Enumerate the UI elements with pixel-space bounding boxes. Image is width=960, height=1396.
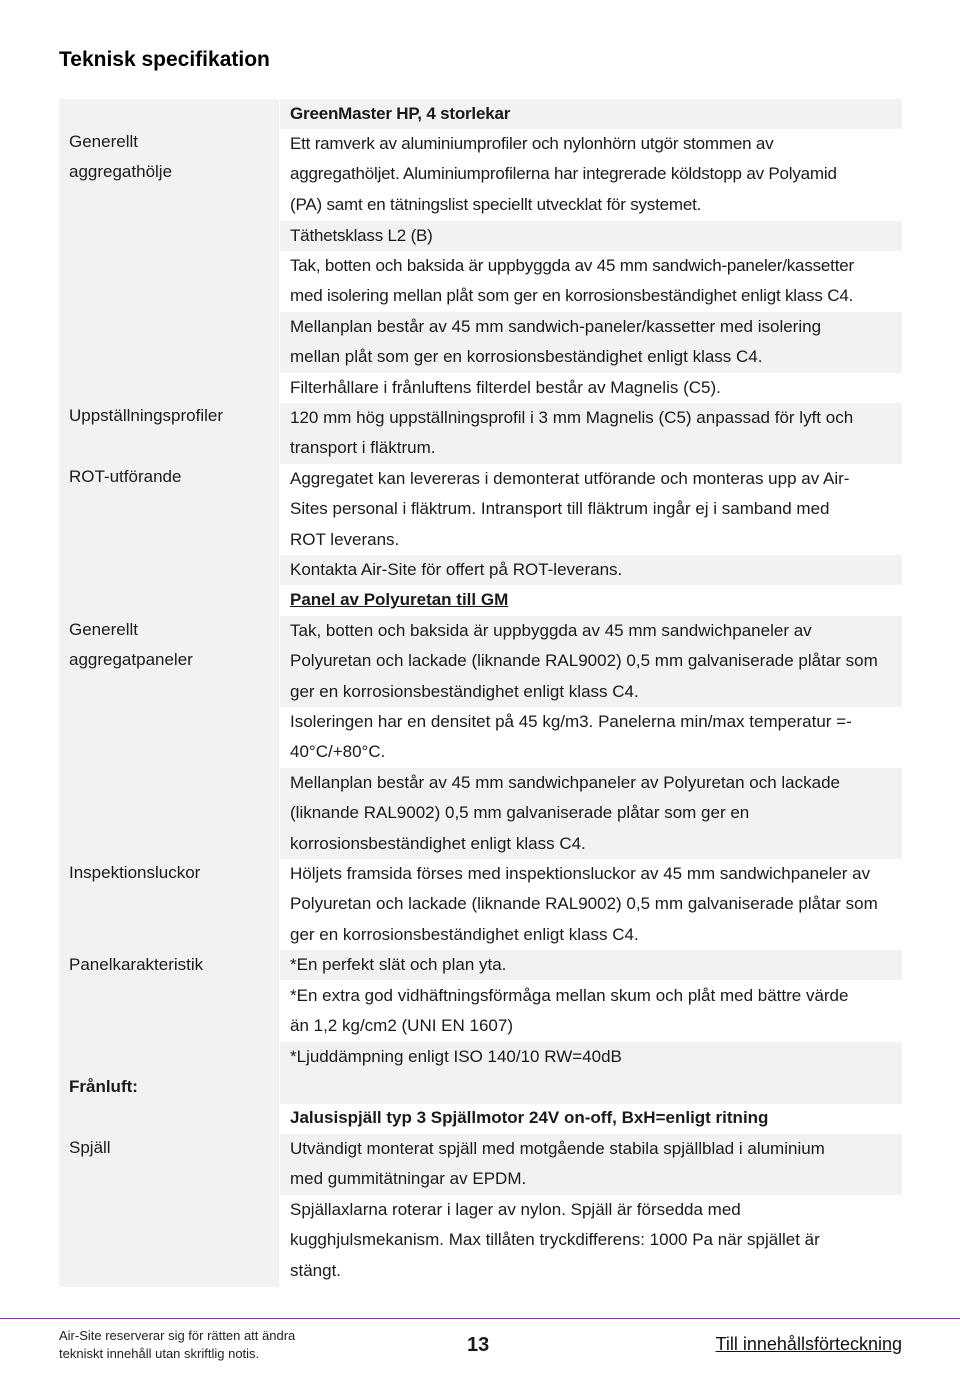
tathetsklass-text: Täthetsklass L2 (B) — [280, 221, 902, 251]
label-column — [59, 99, 279, 1287]
panel-header: Panel av Polyuretan till GM — [290, 590, 509, 609]
toc-link[interactable]: Till innehållsförteckning — [715, 1334, 902, 1354]
label-uppstallningsprofiler: Uppställningsprofiler — [69, 406, 224, 425]
jalusi-header: Jalusispjäll typ 3 Spjällmotor 24V on-off, BxH=enligt ritning — [290, 1108, 769, 1127]
utvandigt-text: Utvändigt monterat spjäll med motgående stabila spjällblad i aluminium med gummitätningar av EPDM. — [280, 1134, 902, 1195]
greenmaster-header: GreenMaster HP, 4 storlekar — [280, 99, 902, 129]
page-title: Teknisk specifikation — [59, 48, 270, 71]
inspektion-text: Höljets framsida förses med inspektionsluckor av 45 mm sandwichpaneler av Polyuretan och lackade (liknande RAL9002) 0,5 mm galvaniserade plåtar som ger en korrosionsbeständighet enligt klass C4. — [290, 864, 878, 944]
isoleringen-text: Isoleringen har en densitet på 45 kg/m3. Panelerna min/max temperatur =- 40°C/+80°C. — [290, 712, 852, 762]
uppstallning-text: 120 mm hög uppställningsprofil i 3 mm Magnelis (C5) anpassad för lyft och transport i fläktrum. — [280, 403, 902, 464]
label-spjall: Spjäll — [69, 1138, 111, 1157]
tak-sandwich-text: Tak, botten och baksida är uppbyggda av 45 mm sandwich-paneler/kassetter med isolering mellan plåt som ger en korrosionsbeständighet enligt klass C4. — [290, 256, 854, 306]
page-footer — [0, 1318, 960, 1379]
spjallaxlarna-text: Spjällaxlarna roterar i lager av nylon. Spjäll är försedda med kugghjulsmekanism. Max tillåten tryckdifferens: 1000 Pa när spjället är stängt. — [290, 1200, 820, 1280]
label-franluft: Frånluft: — [69, 1077, 138, 1096]
filterhallare-text: Filterhållare i frånluftens filterdel består av Magnelis (C5). — [290, 378, 721, 397]
label-generellt-aggregatpaneler: Generellt aggregatpaneler — [69, 620, 193, 669]
label-inspektionsluckor: Inspektionsluckor — [69, 863, 201, 882]
label-panelkarakteristik: Panelkarakteristik — [69, 955, 204, 974]
vidhaftning-text: *En extra god vidhäftningsförmåga mellan skum och plåt med bättre värde än 1,2 kg/cm2 (UNI EN 1607) — [290, 986, 849, 1036]
label-rot-utforande: ROT-utförande — [69, 467, 182, 486]
footer-note: Air-Site reserverar sig för rätten att ändra tekniskt innehåll utan skriftlig notis. — [59, 1328, 296, 1361]
ramverk-text: Ett ramverk av aluminiumprofiler och nylonhörn utgör stommen av aggregathöljet. Aluminiumprofilerna har integrerade köldstopp av Polyamid (PA) samt en tätningslist speciellt utvecklat för systemet. — [290, 134, 837, 214]
rot-text: Aggregatet kan levereras i demonterat utförande och monteras upp av Air- Sites personal i fläktrum. Intransport till fläktrum ingår ej i samband med ROT leverans. — [290, 469, 850, 549]
mellanplan-polyuretan-text: Mellanplan består av 45 mm sandwichpaneler av Polyuretan och lackade (liknande RAL9002) 0,5 mm galvaniserade plåtar som ger en korrosionsbeständighet enligt klass C4. — [280, 768, 902, 859]
page-number: 13 — [467, 1334, 490, 1356]
label-generellt-aggregatholje: Generellt aggregathölje — [69, 132, 173, 181]
kontakta-text: Kontakta Air-Site för offert på ROT-leverans. — [280, 555, 902, 585]
tak-polyuretan-text: Tak, botten och baksida är uppbyggda av 45 mm sandwichpaneler av Polyuretan och lackade (liknande RAL9002) 0,5 mm galvaniserade plåtar som ger en korrosionsbeständighet enligt klass C4. — [280, 616, 902, 707]
perfekt-text: *En perfekt slät och plan yta. — [280, 950, 902, 980]
mellanplan-sandwich-text: Mellanplan består av 45 mm sandwich-paneler/kassetter med isolering mellan plåt som ger en korrosionsbeständighet enligt klass C4. — [280, 312, 902, 373]
ljuddampning-text: *Ljuddämpning enligt ISO 140/10 RW=40dB — [280, 1042, 902, 1104]
